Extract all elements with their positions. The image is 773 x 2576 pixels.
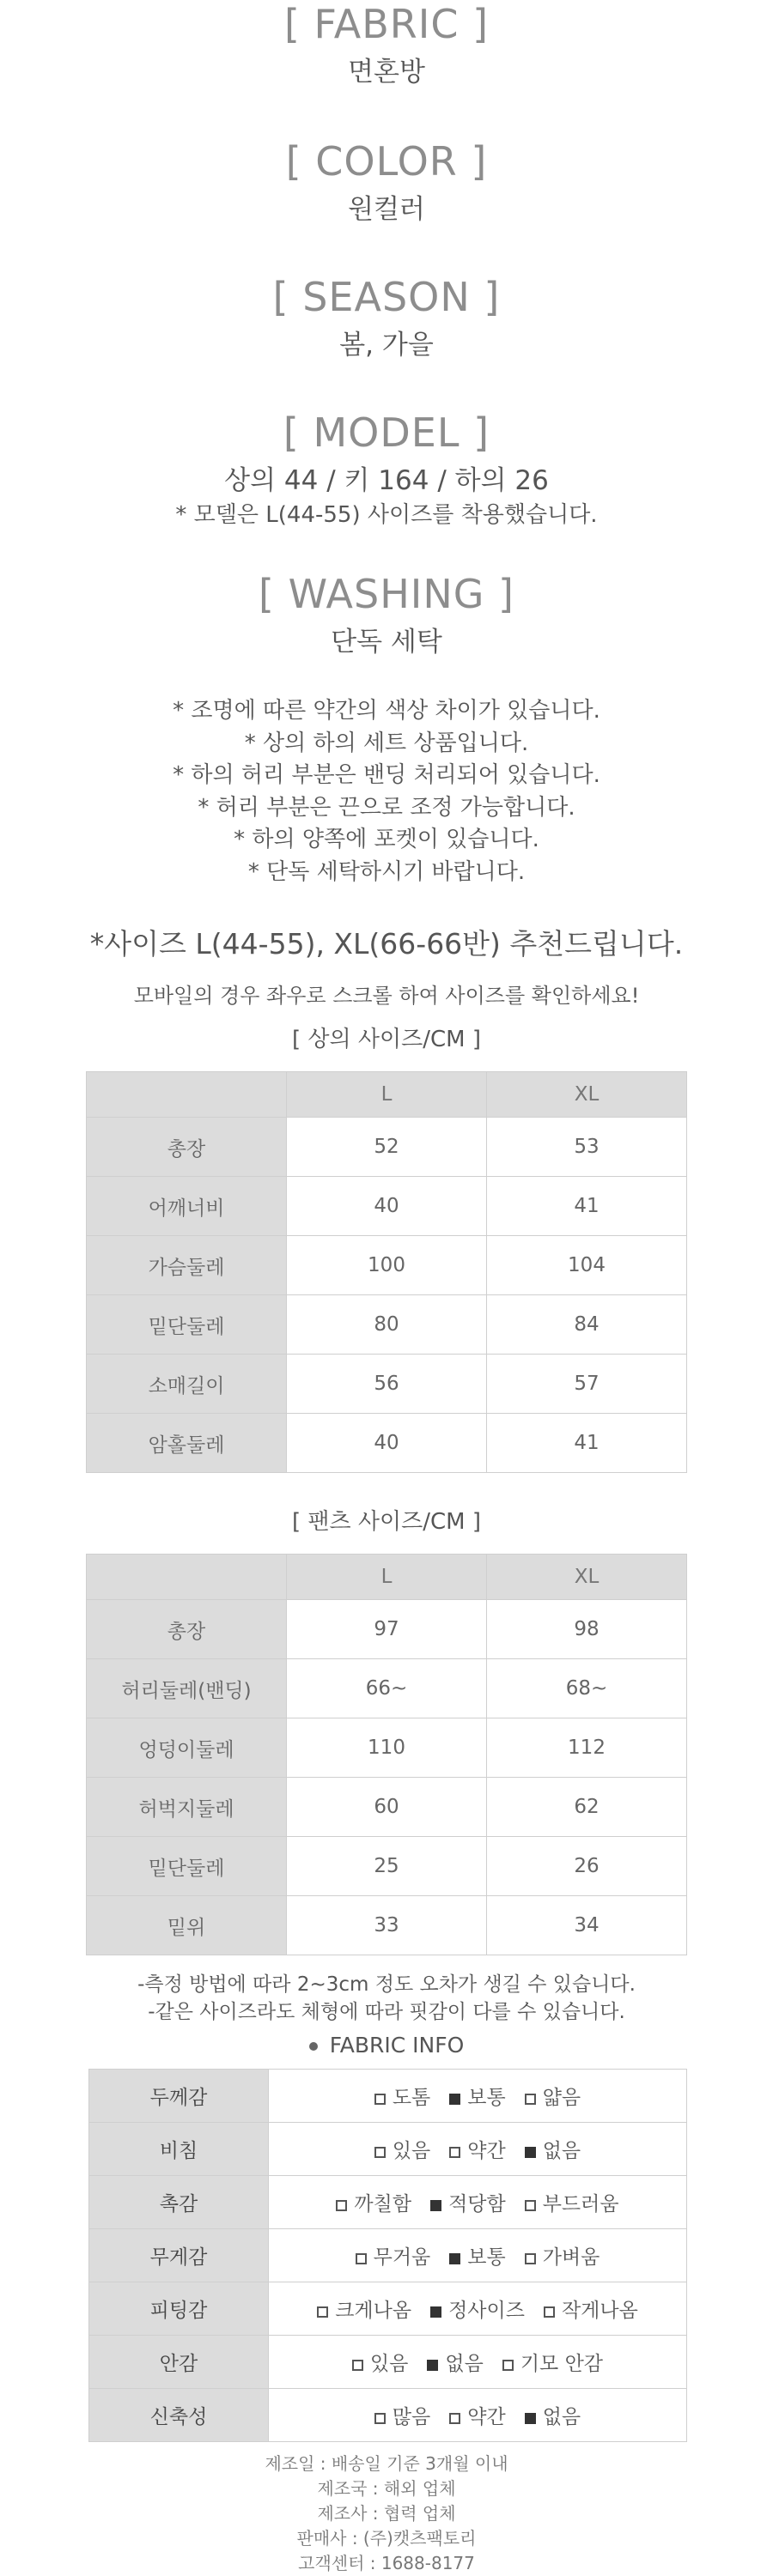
fabric-row-label: 신축성 [89,2389,269,2442]
fabric-option [374,2135,430,2163]
checked-box-icon [525,2413,536,2424]
fabric-option-label: 없음 [542,2140,581,2162]
empty-box-icon [374,2094,386,2105]
cell-xl: 53 [487,1118,687,1177]
section-washing [0,570,773,661]
fabric-options [269,2229,687,2282]
table-row [87,1236,687,1295]
empty-box-icon [449,2413,460,2424]
table-row [87,1177,687,1236]
cell-xl: 41 [487,1177,687,1236]
cell-xl: 112 [487,1718,687,1778]
cell-xl: 84 [487,1295,687,1355]
fabric-option [430,2294,525,2323]
fabric-row-label: 두께감 [89,2070,269,2123]
fabric-option [525,2082,581,2110]
empty-box-icon [317,2306,328,2318]
row-label: 총장 [87,1600,287,1659]
section-color [0,137,773,228]
fabric-option-label: 많음 [392,2406,431,2428]
fabric-option-label: 보통 [467,2246,506,2269]
fabric-option-label: 있음 [369,2353,409,2375]
pants-size-title: [ 팬츠 사이즈/CM ] [291,1509,481,1535]
cell-l: 110 [287,1718,487,1778]
note-line: * 하의 허리 부분은 밴딩 처리되어 있습니다. [173,762,600,788]
section-title: [ SEASON ] [272,274,501,320]
fabric-option [525,2241,600,2270]
row-label: 엉덩이둘레 [87,1718,287,1778]
fabric-option [449,2241,505,2270]
empty-box-icon [544,2306,555,2318]
section-title: [ WASHING ] [259,571,514,617]
fabric-option [336,2188,411,2216]
cell-l: 66~ [287,1659,487,1718]
fabric-option [427,2348,483,2376]
cell-l: 25 [287,1837,487,1896]
fabric-option [544,2294,638,2323]
row-label: 암홀둘레 [87,1414,287,1473]
row-label: 밑위 [87,1896,287,1955]
table-header-row [87,1555,687,1600]
section-value: 상의 44 / 키 164 / 하의 26 [224,465,549,496]
header-cell: XL [487,1555,687,1600]
cell-l: 40 [287,1177,487,1236]
fabric-options [269,2336,687,2389]
note-line: * 단독 세탁하시기 바랍니다. [247,858,526,885]
header-cell [87,1072,287,1118]
cell-l: 60 [287,1778,487,1837]
bullet-dot-icon [309,2042,318,2051]
row-label: 소매길이 [87,1355,287,1414]
mobile-notice: 모바일의 경우 좌우로 스크롤 하여 사이즈를 확인하세요! [133,984,640,1008]
table-row [87,1896,687,1955]
note-line: * 허리 부분은 끈으로 조정 가능합니다. [198,794,575,821]
section-note: * 모델은 L(44-55) 사이즈를 착용했습니다. [175,502,598,528]
cell-l: 52 [287,1118,487,1177]
empty-box-icon [502,2360,514,2371]
checked-box-icon [430,2200,441,2211]
fabric-option [449,2401,505,2429]
row-label: 어깨너비 [87,1177,287,1236]
fabric-option-label: 보통 [467,2087,506,2109]
measure-note-line: -같은 사이즈라도 체형에 따라 핏감이 다를 수 있습니다. [148,2001,625,2023]
row-label: 허벅지둘레 [87,1778,287,1837]
fabric-options [269,2070,687,2123]
fabric-options [269,2176,687,2229]
header-cell: L [287,1072,487,1118]
fabric-row [89,2123,687,2176]
fabric-option [525,2401,581,2429]
fabric-row [89,2389,687,2442]
footer-line: 제조사 : 협력 업체 [317,2503,456,2524]
table-row [87,1778,687,1837]
note-line: * 상의 하의 세트 상품입니다. [244,730,529,756]
fabric-option [502,2348,603,2376]
fabric-option-label: 도톰 [392,2087,431,2109]
fabric-option [525,2135,581,2163]
table-row [87,1414,687,1473]
cell-xl: 68~ [487,1659,687,1718]
fabric-option [525,2188,619,2216]
empty-box-icon [356,2253,367,2264]
fabric-option-label: 작게나옴 [561,2300,638,2322]
cell-xl: 104 [487,1236,687,1295]
footer-line: 제조일 : 배송일 기준 3개월 이내 [265,2453,508,2474]
section-season [0,273,773,364]
fabric-option-label: 가벼움 [542,2246,600,2269]
top-size-table [86,1071,687,1473]
fabric-option [374,2401,430,2429]
fabric-row [89,2070,687,2123]
header-cell: L [287,1555,487,1600]
section-value: 봄, 가을 [339,330,434,361]
fabric-option-label: 정사이즈 [448,2300,525,2322]
empty-box-icon [449,2147,460,2158]
top-size-title: [ 상의 사이즈/CM ] [291,1027,481,1052]
checked-box-icon [430,2306,441,2318]
cell-xl: 41 [487,1414,687,1473]
empty-box-icon [374,2147,386,2158]
cell-xl: 34 [487,1896,687,1955]
fabric-option-label: 부드러움 [542,2193,619,2215]
fabric-option-label: 없음 [445,2353,484,2375]
fabric-option-label: 약간 [467,2406,506,2428]
row-label: 밑단둘레 [87,1837,287,1896]
table-row [87,1659,687,1718]
fabric-option-label: 기모 안감 [520,2353,604,2375]
checked-box-icon [449,2253,460,2264]
table-row [87,1837,687,1896]
table-row [87,1355,687,1414]
fabric-option [352,2348,408,2376]
checked-box-icon [427,2360,438,2371]
empty-box-icon [352,2360,363,2371]
cell-l: 33 [287,1896,487,1955]
empty-box-icon [336,2200,347,2211]
fabric-option-label: 약간 [467,2140,506,2162]
note-line: * 조명에 따른 약간의 색상 차이가 있습니다. [173,698,600,724]
footer-line: 제조국 : 해외 업체 [317,2478,456,2499]
fabric-info-title: FABRIC INFO [329,2033,465,2058]
fabric-option-label: 얇음 [542,2087,581,2109]
section-title: [ COLOR ] [285,138,488,185]
cell-l: 80 [287,1295,487,1355]
fabric-row-label: 비침 [89,2123,269,2176]
fabric-option-label: 까칠함 [354,2193,412,2215]
fabric-option-label: 적당함 [448,2193,506,2215]
fabric-option-label: 없음 [542,2406,581,2428]
section-title: [ MODEL ] [283,409,490,456]
pants-size-table [86,1554,687,1955]
cell-xl: 98 [487,1600,687,1659]
row-label: 가슴둘레 [87,1236,287,1295]
cell-xl: 57 [487,1355,687,1414]
fabric-option-label: 무거움 [373,2246,431,2269]
empty-box-icon [525,2253,536,2264]
cell-l: 100 [287,1236,487,1295]
fabric-option [356,2241,431,2270]
row-label: 밑단둘레 [87,1295,287,1355]
checked-box-icon [449,2094,460,2105]
fabric-row-label: 피팅감 [89,2282,269,2336]
size-recommendation: *사이즈 L(44-55), XL(66-66반) 추천드립니다. [89,927,684,961]
cell-xl: 62 [487,1778,687,1837]
table-row [87,1600,687,1659]
fabric-option [374,2082,430,2110]
cell-l: 40 [287,1414,487,1473]
fabric-row-label: 안감 [89,2336,269,2389]
fabric-row [89,2176,687,2229]
table-row [87,1118,687,1177]
cell-l: 56 [287,1355,487,1414]
measurement-notes [0,1971,773,2026]
fabric-option-label: 크게나옴 [335,2300,412,2322]
header-cell: XL [487,1072,687,1118]
empty-box-icon [374,2413,386,2424]
checked-box-icon [525,2147,536,2158]
fabric-option [449,2082,505,2110]
empty-box-icon [525,2094,536,2105]
fabric-option-label: 있음 [392,2140,431,2162]
cell-l: 97 [287,1600,487,1659]
footer-line: 판매사 : (주)캣츠팩토리 [296,2528,477,2549]
fabric-row [89,2282,687,2336]
fabric-row [89,2336,687,2389]
row-label: 허리둘레(밴딩) [87,1659,287,1718]
fabric-option [430,2188,506,2216]
section-value: 단독 세탁 [331,627,442,658]
cell-xl: 26 [487,1837,687,1896]
table-row [87,1295,687,1355]
product-footer [0,2452,773,2576]
fabric-option [449,2135,505,2163]
note-line: * 하의 양쪽에 포켓이 있습니다. [234,827,539,852]
fabric-option [317,2294,411,2323]
section-title: [ FABRIC ] [283,1,490,47]
row-label: 총장 [87,1118,287,1177]
empty-box-icon [525,2200,536,2211]
fabric-row-label: 무게감 [89,2229,269,2282]
fabric-options [269,2123,687,2176]
table-row [87,1718,687,1778]
footer-line: 고객센터 : 1688-8177 [298,2553,475,2573]
fabric-row-label: 촉감 [89,2176,269,2229]
fabric-info-heading [0,2033,773,2058]
section-model [0,409,773,530]
product-notes [0,695,773,888]
section-value: 면혼방 [348,57,425,88]
table-header-row [87,1072,687,1118]
section-fabric [0,0,773,91]
section-value: 원컬러 [348,194,425,225]
header-cell [87,1555,287,1600]
fabric-row [89,2229,687,2282]
measure-note-line: -측정 방법에 따라 2~3cm 정도 오차가 생길 수 있습니다. [137,1973,636,1996]
fabric-options [269,2389,687,2442]
fabric-options [269,2282,687,2336]
fabric-info-table [88,2069,687,2442]
